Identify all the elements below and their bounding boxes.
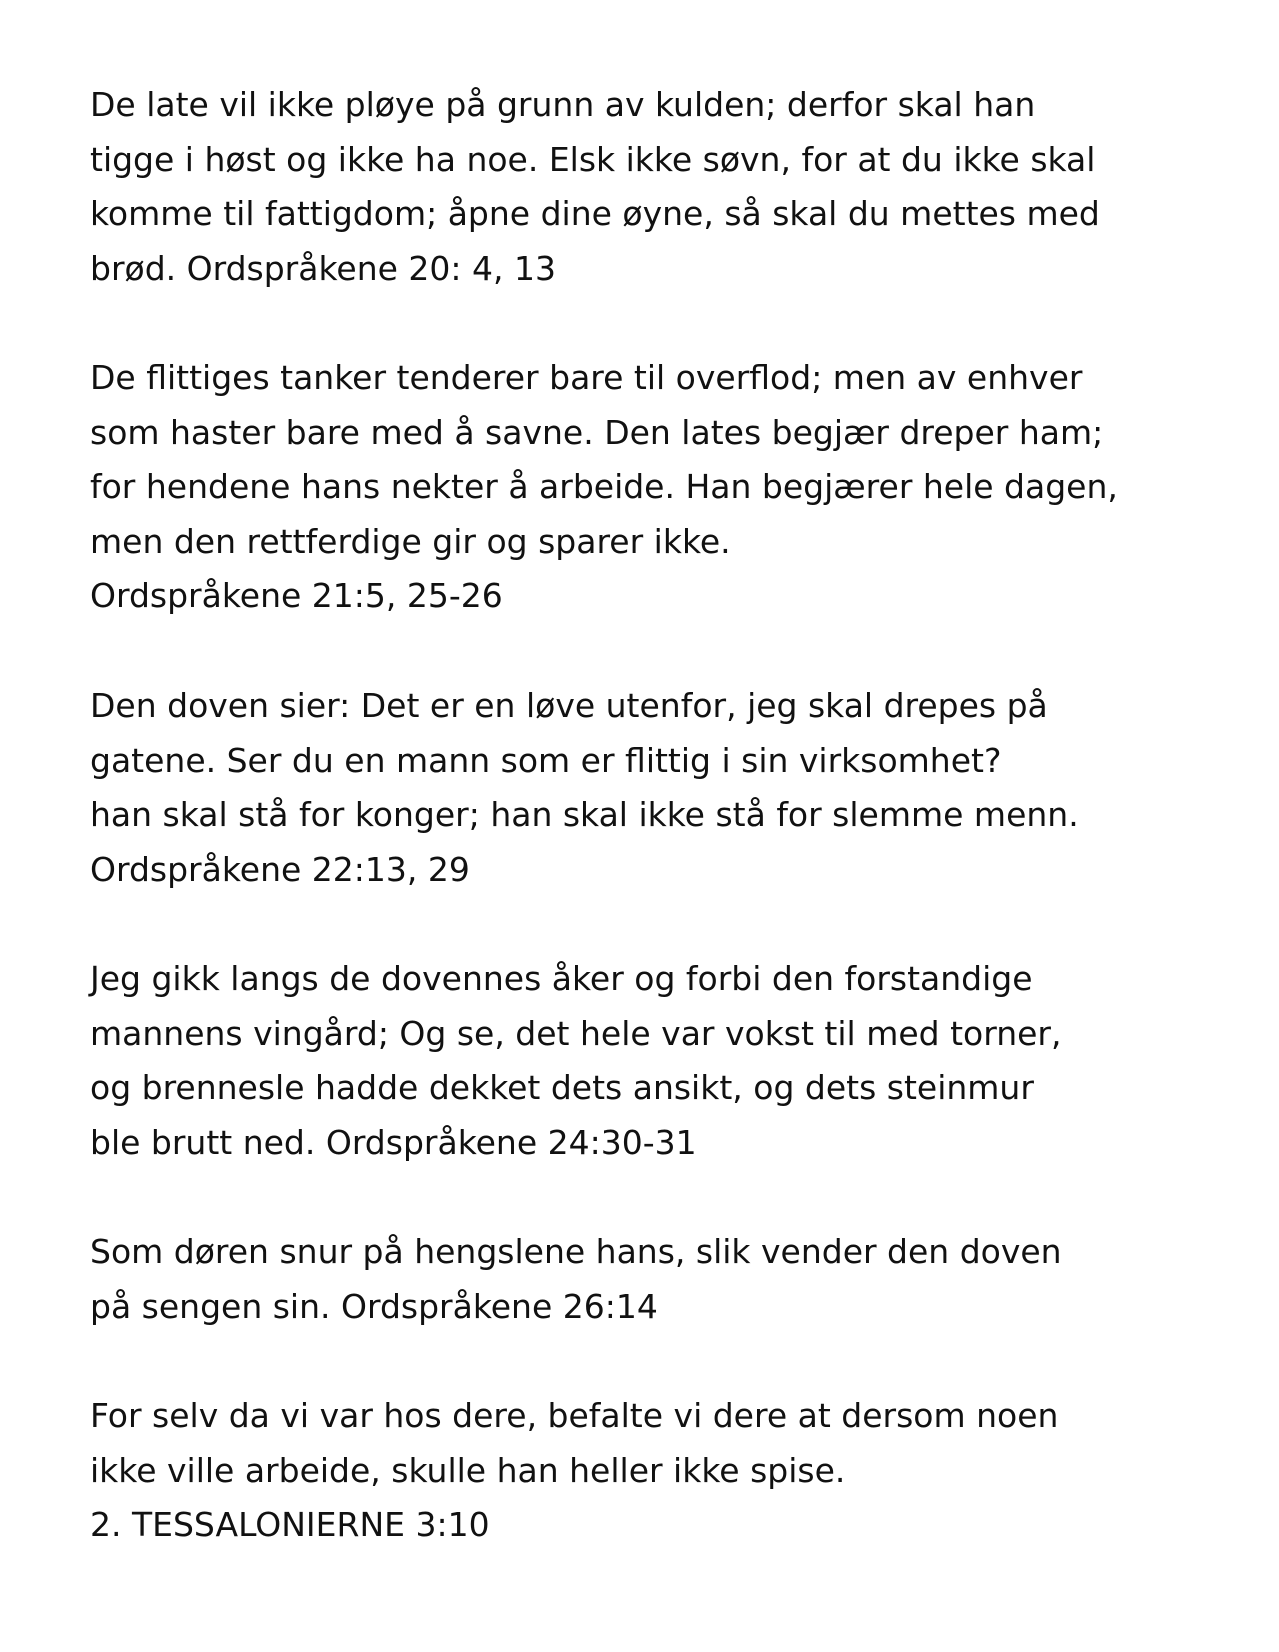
passage-line: han skal stå for konger; han skal ikke stå for slemme menn.: [90, 795, 1079, 834]
passage-line: For selv da vi var hos dere, befalte vi dere at dersom noen: [90, 1396, 1059, 1435]
passage-proverbs-22: [90, 679, 1240, 897]
passage-line: som haster bare med å savne. Den lates begjær dreper ham;: [90, 412, 1104, 452]
passage-line: Ordspråkene 21:5, 25-26: [90, 576, 503, 615]
passage-line: Jeg gikk langs de dovennes åker og forbi den forstandige: [90, 959, 1033, 998]
passage-line: Som døren snur på hengslene hans, slik vender den doven: [90, 1232, 1062, 1271]
passage-line: 2. TESSALONIERNE 3:10: [90, 1505, 490, 1544]
passage-proverbs-21: [90, 351, 1240, 624]
passage-line: og brennesle hadde dekket dets ansikt, og dets steinmur: [90, 1068, 1034, 1107]
passage-line: for hendene hans nekter å arbeide. Han begjærer hele dagen,: [90, 467, 1118, 506]
passage-line: Ordspråkene 22:13, 29: [90, 849, 470, 889]
passage-line: på sengen sin. Ordspråkene 26:14: [90, 1286, 658, 1326]
passage-line: mannens vingård; Og se, det hele var vokst til med torner,: [90, 1013, 1062, 1053]
passage-line: Den doven sier: Det er en løve utenfor, jeg skal drepes på: [90, 686, 1048, 725]
passage-line: men den rettferdige gir og sparer ikke.: [90, 521, 731, 561]
passage-line: De flittiges tanker tenderer bare til overflod; men av enhver: [90, 358, 1083, 397]
passage-proverbs-20: [90, 78, 1240, 296]
passage-line: tigge i høst og ikke ha noe. Elsk ikke søvn, for at du ikke skal: [90, 139, 1096, 179]
passage-line: komme til fattigdom; åpne dine øyne, så skal du mettes med: [90, 194, 1100, 233]
passage-line: De late vil ikke pløye på grunn av kulden; derfor skal han: [90, 85, 1036, 124]
passage-line: ikke ville arbeide, skulle han heller ikke spise.: [90, 1450, 846, 1490]
passage-line: ble brutt ned. Ordspråkene 24:30-31: [90, 1122, 697, 1162]
passage-line: gatene. Ser du en mann som er flittig i sin virksomhet?: [90, 740, 1002, 780]
passage-line: brød. Ordspråkene 20: 4, 13: [90, 248, 556, 288]
passage-thessalonians: [90, 1389, 1240, 1553]
passage-proverbs-24: [90, 952, 1240, 1170]
passage-proverbs-26: [90, 1225, 1240, 1334]
